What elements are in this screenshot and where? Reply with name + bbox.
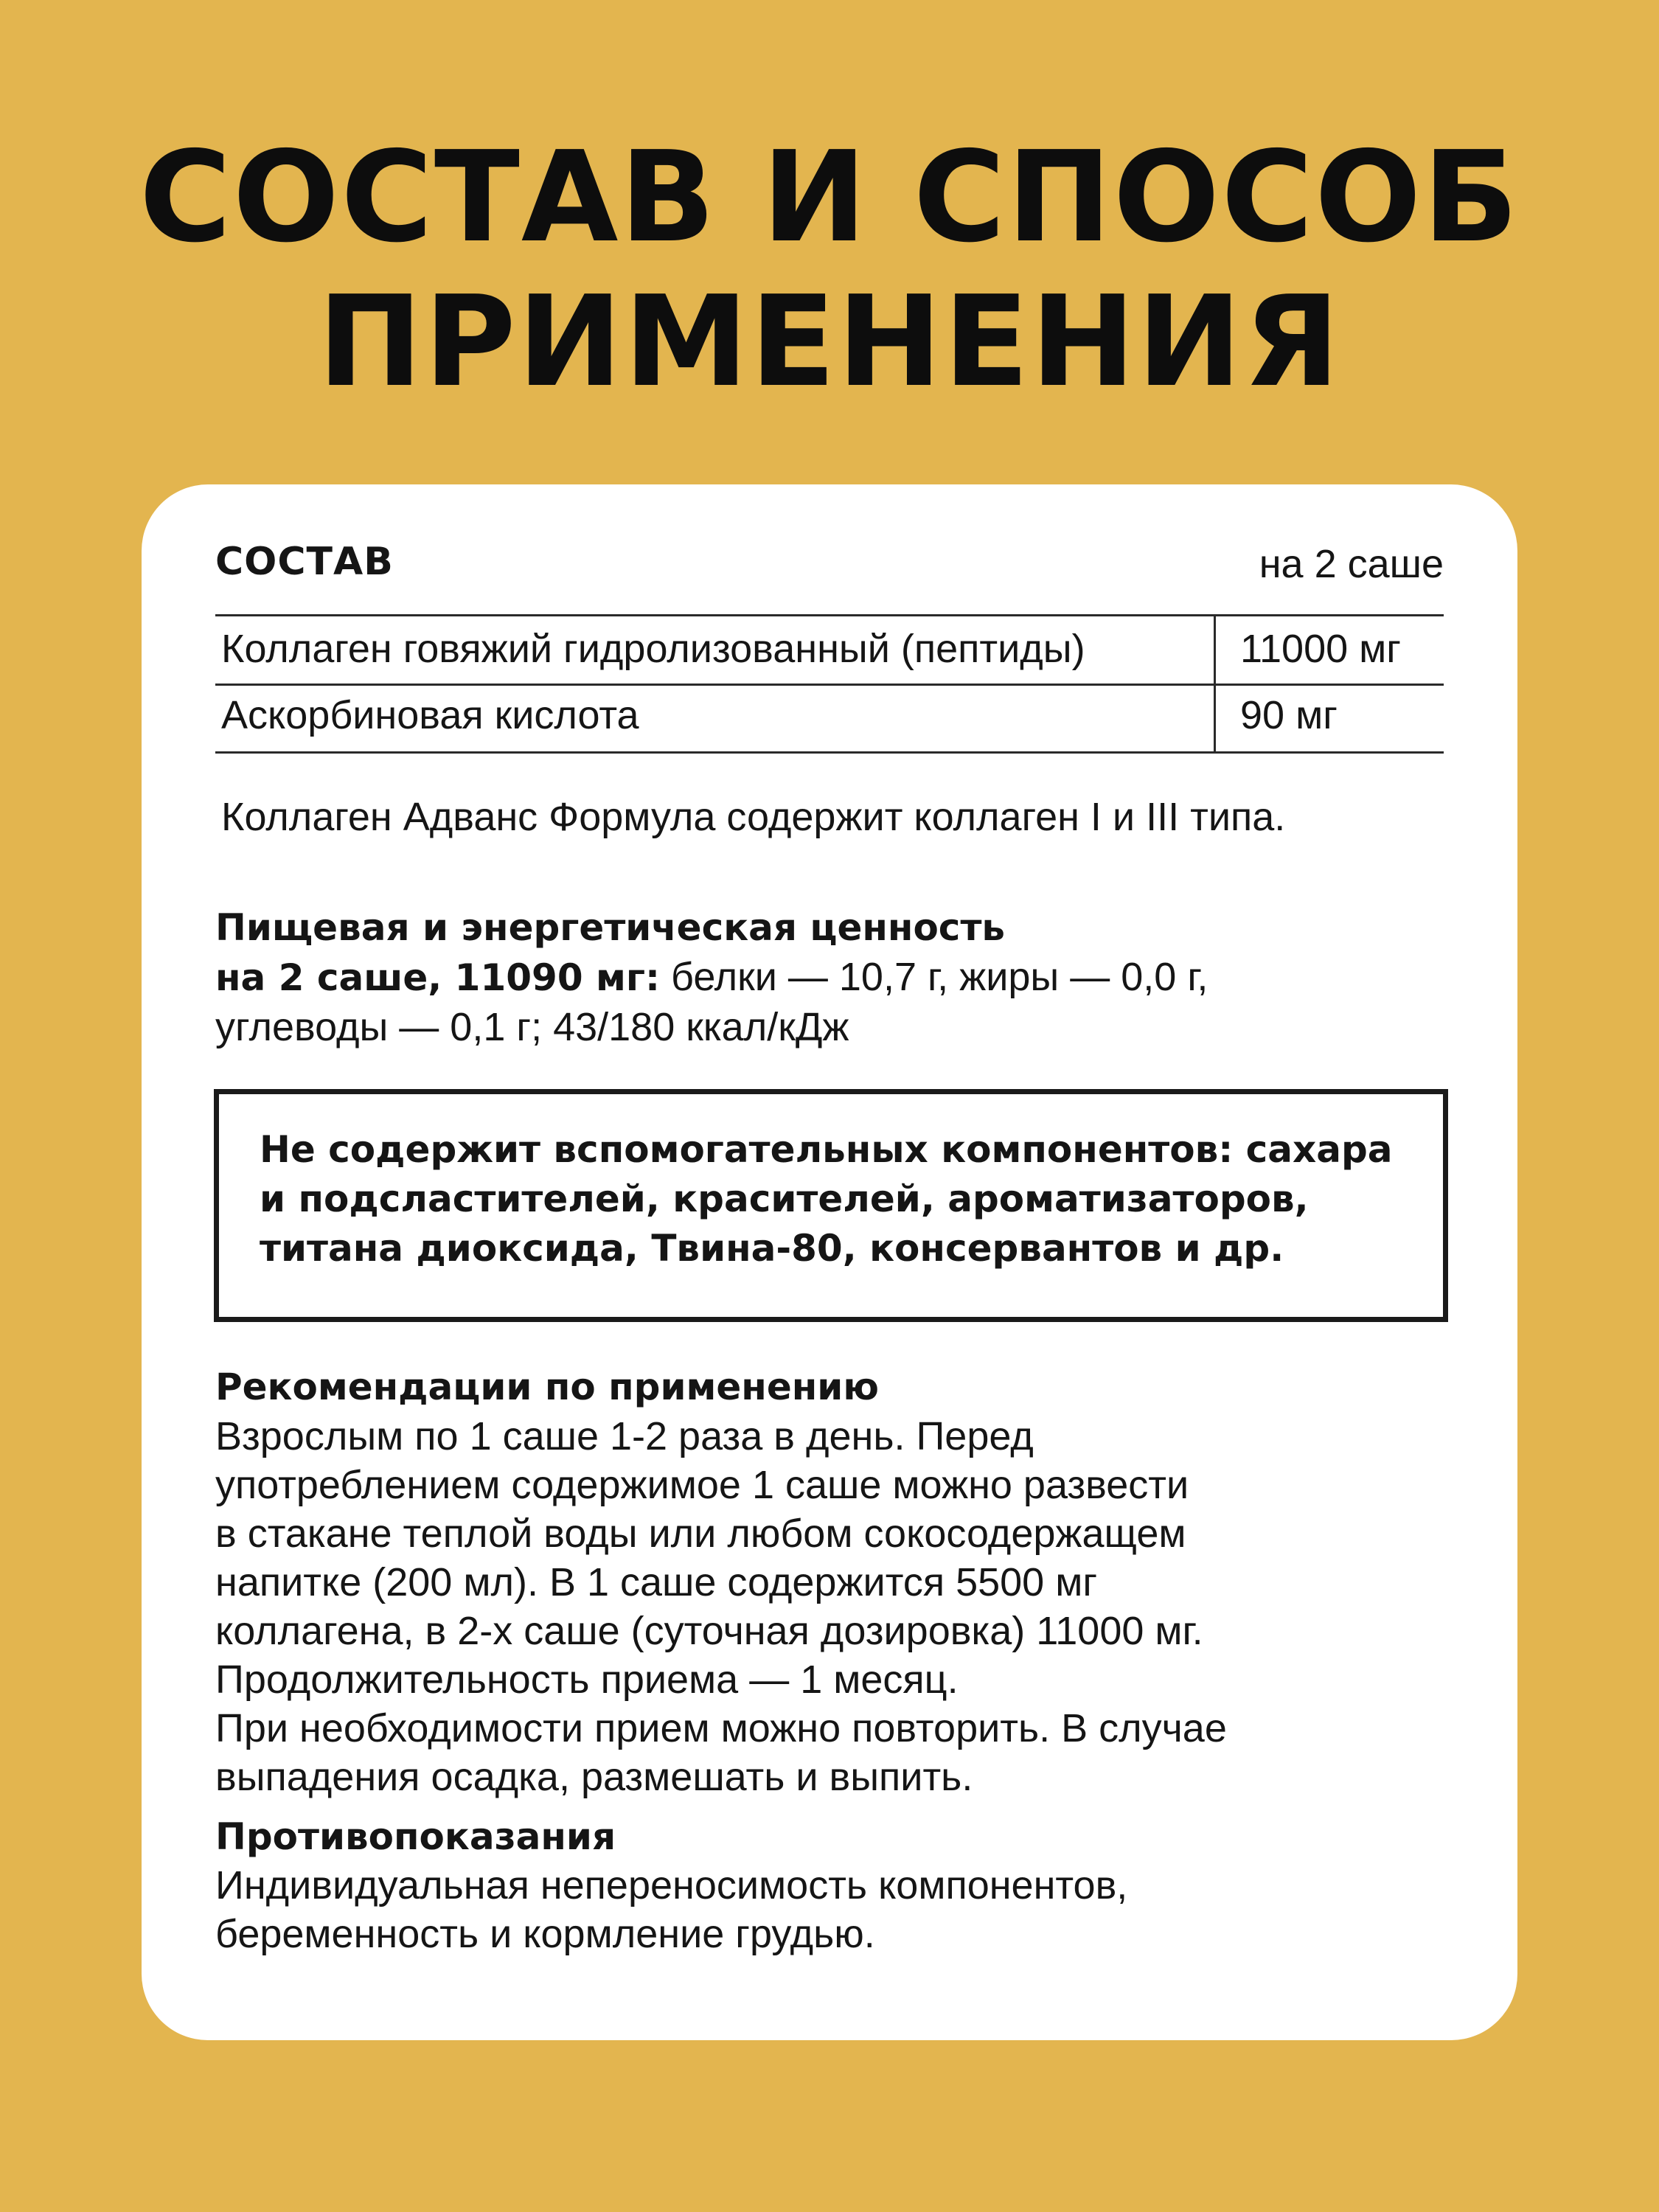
page-title-line-2: ПРИМЕНЕНИЯ [317,269,1342,415]
free-from-line: и подсластителей, красителей, ароматизаторов, [260,1178,1309,1220]
nutrition-line [215,954,1208,1000]
composition-heading: СОСТАВ [215,540,394,584]
text-line: Индивидуальная непереносимость компонентов, [215,1863,1128,1907]
page-title-line-1: СОСТАВ И СПОСОБ [139,125,1520,271]
table-divider [215,751,1444,754]
contraindications-text [215,1861,1127,1958]
recommendations-title: Рекомендации по применению [215,1366,879,1408]
ingredient-name: Аскорбиновая кислота [221,693,639,737]
ingredient-amount: 90 мг [1240,693,1338,737]
table-divider [215,684,1444,686]
text-line: При необходимости прием можно повторить. В случае [215,1706,1227,1750]
nutrition-line: углеводы — 0,1 г; 43/180 ккал/кДж [215,1005,849,1049]
collagen-type-note: Коллаген Адванс Формула содержит коллаген I и III типа. [221,795,1286,839]
free-from-box [214,1089,1448,1322]
nutrition-values: белки — 10,7 г, жиры — 0,0 г, [660,955,1208,999]
recommendations-text [215,1412,1227,1801]
nutrition-serving: на 2 саше, 11090 мг: [215,956,661,999]
text-line: напитке (200 мл). В 1 саше содержится 5500 мг [215,1560,1098,1604]
composition-per-serving: на 2 саше [1259,542,1444,586]
text-line: беременность и кормление грудью. [215,1912,875,1956]
table-column-divider [1214,614,1216,754]
info-card [142,484,1517,2040]
text-line: в стакане теплой воды или любом сокосодержащем [215,1512,1186,1556]
free-from-line: титана диоксида, Твина-80, консервантов и др. [260,1227,1284,1270]
text-line: употреблением содержимое 1 саше можно развести [215,1463,1189,1507]
table-divider [215,614,1444,616]
text-line: Продолжительность приема — 1 месяц. [215,1658,959,1702]
nutrition-title: Пищевая и энергетическая ценность [215,906,1006,949]
text-line: Взрослым по 1 саше 1-2 раза в день. Перед [215,1414,1034,1458]
text-line: коллагена, в 2-х саше (суточная дозировка) 11000 мг. [215,1609,1203,1653]
page-title [0,125,1659,414]
text-line: выпадения осадка, размешать и выпить. [215,1755,973,1799]
ingredient-name: Коллаген говяжий гидролизованный (пептиды) [221,627,1085,671]
contraindications-title: Противопоказания [215,1815,616,1858]
free-from-line: Не содержит вспомогательных компонентов: сахара [260,1128,1393,1171]
ingredient-amount: 11000 мг [1240,627,1401,671]
